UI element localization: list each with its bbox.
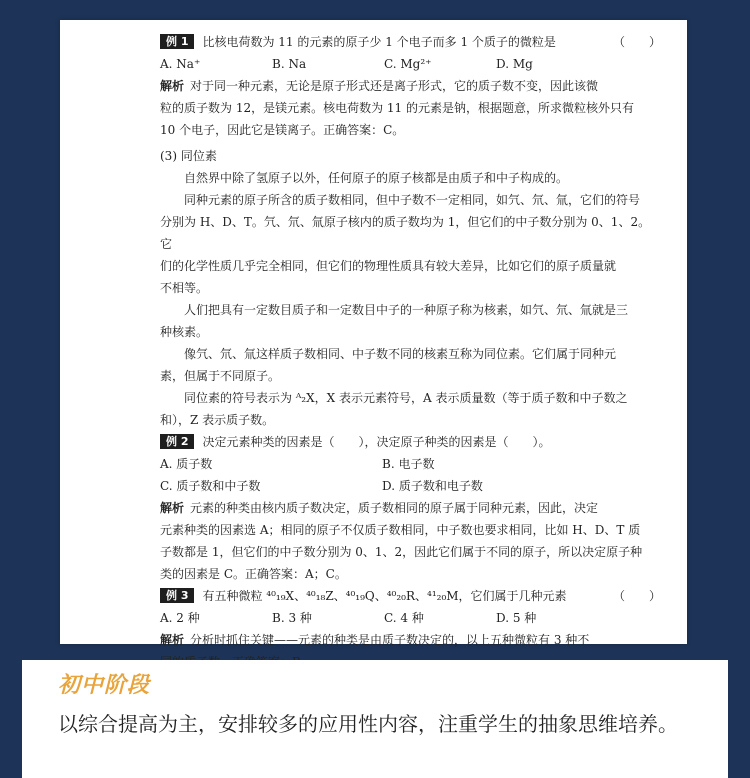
analysis-line: 粒的质子数为 12，是镁元素。核电荷数为 11 的元素是钠，根据题意，所求微粒核外只有	[160, 101, 634, 115]
option: D. Mg	[496, 57, 533, 71]
option: A. Na⁺	[160, 57, 201, 71]
analysis-label: 解析	[160, 501, 185, 515]
option: D. 5 种	[496, 611, 537, 625]
analysis-line: 子数都是 1，但它们的中子数分别为 0、1、2，因此它们属于不同的原子，所以决定原子种	[160, 545, 643, 559]
option: C. 4 种	[384, 611, 424, 625]
example-1-options	[160, 53, 661, 75]
analysis-line: 10 个电子，因此它是镁离子。正确答案：C。	[160, 123, 405, 137]
section-heading: (3) 同位素	[160, 149, 217, 163]
textbook-page	[60, 20, 687, 647]
paragraph-line: 分别为 H、D、T。氕、氘、氚原子核内的质子数均为 1，但它们的中子数分别为 0、1、2。它	[160, 215, 651, 251]
paragraph-line: 素，但属于不同原子。	[160, 369, 281, 383]
paragraph: 同种元素的原子所含的质子数相同，但中子数不一定相同，如氕、氘、氚，它们的符号	[184, 193, 641, 207]
option: A. 2 种	[160, 611, 200, 625]
stage-description: 以综合提高为主，安排较多的应用性内容，注重学生的抽象思维培养。	[58, 712, 678, 736]
example-3-options	[160, 607, 661, 629]
answer-bracket: （ ）	[612, 589, 661, 603]
option: D. 质子数和电子数	[382, 479, 483, 493]
example-2-options	[160, 475, 661, 497]
analysis-line: 元素种类的因素选 A；相同的原子不仅质子数相同，中子数也要求相同，比如 H、D、T 质	[160, 523, 641, 537]
answer-bracket: （ ）	[612, 35, 661, 49]
example-label: 例 2	[160, 434, 194, 449]
analysis-label: 解析	[160, 79, 185, 93]
bottom-section	[22, 660, 728, 778]
option: C. Mg²⁺	[384, 57, 432, 71]
option: B. Na	[272, 57, 307, 71]
analysis-label: 解析	[160, 633, 185, 647]
paragraph-line: 们的化学性质几乎完全相同，但它们的物理性质具有较大差异，比如它们的原子质量就	[160, 259, 617, 273]
example-label: 例 3	[160, 588, 194, 603]
paragraph: 像氕、氘、氚这样质子数相同、中子数不同的核素互称为同位素。它们属于同种元	[184, 347, 617, 361]
right-border	[728, 0, 750, 778]
example-label: 例 1	[160, 34, 194, 49]
paragraph-line: 不相等。	[160, 281, 209, 295]
stage-title: 初中阶段	[58, 673, 151, 698]
paragraph-line: 和），Z 表示质子数。	[160, 413, 275, 427]
option: A. 质子数	[160, 457, 213, 471]
option: C. 质子数和中子数	[160, 479, 261, 493]
paragraph: 人们把具有一定数目质子和一定数目中子的一种原子称为核素，如氕、氘、氚就是三	[184, 303, 629, 317]
example-2-options	[160, 453, 661, 475]
example-2-question: 例 2 决定元素种类的因素是（ ），决定原子种类的因素是（ ）。	[160, 431, 661, 453]
option: B. 电子数	[382, 457, 435, 471]
example-1-analysis: 解析 对于同一种元素，无论是原子形式还是离子形式，它的质子数不变，因此该微	[160, 79, 599, 93]
paragraph-line: 种核素。	[160, 325, 209, 339]
paragraph: 同位素的符号表示为 ᴬ₂X，X 表示元素符号，A 表示质量数（等于质子数和中子数之	[184, 391, 628, 405]
example-3-analysis: 解析 分析时抓住关键——元素的种类是由质子数决定的，以上五种微粒有 3 种不	[160, 633, 590, 647]
example-2-analysis: 解析 元素的种类由核内质子数决定，质子数相同的原子属于同种元素，因此，决定	[160, 501, 599, 515]
left-border	[0, 0, 22, 778]
paragraph: 自然界中除了氢原子以外，任何原子的原子核都是由质子和中子构成的。	[184, 171, 569, 185]
analysis-line: 类的因素是 C。正确答案：A；C。	[160, 567, 347, 581]
example-3-question: 例 3 有五种微粒 ⁴⁰₁₉X、⁴⁰₁₈Z、⁴⁰₁₉Q、⁴⁰₂₀R、⁴¹₂₀M，它们属于几种元素 （ ）	[160, 585, 661, 607]
option: B. 3 种	[272, 611, 312, 625]
example-1-question: 例 1 比核电荷数为 11 的元素的原子少 1 个电子而多 1 个质子的微粒是 （ ）	[160, 31, 661, 53]
